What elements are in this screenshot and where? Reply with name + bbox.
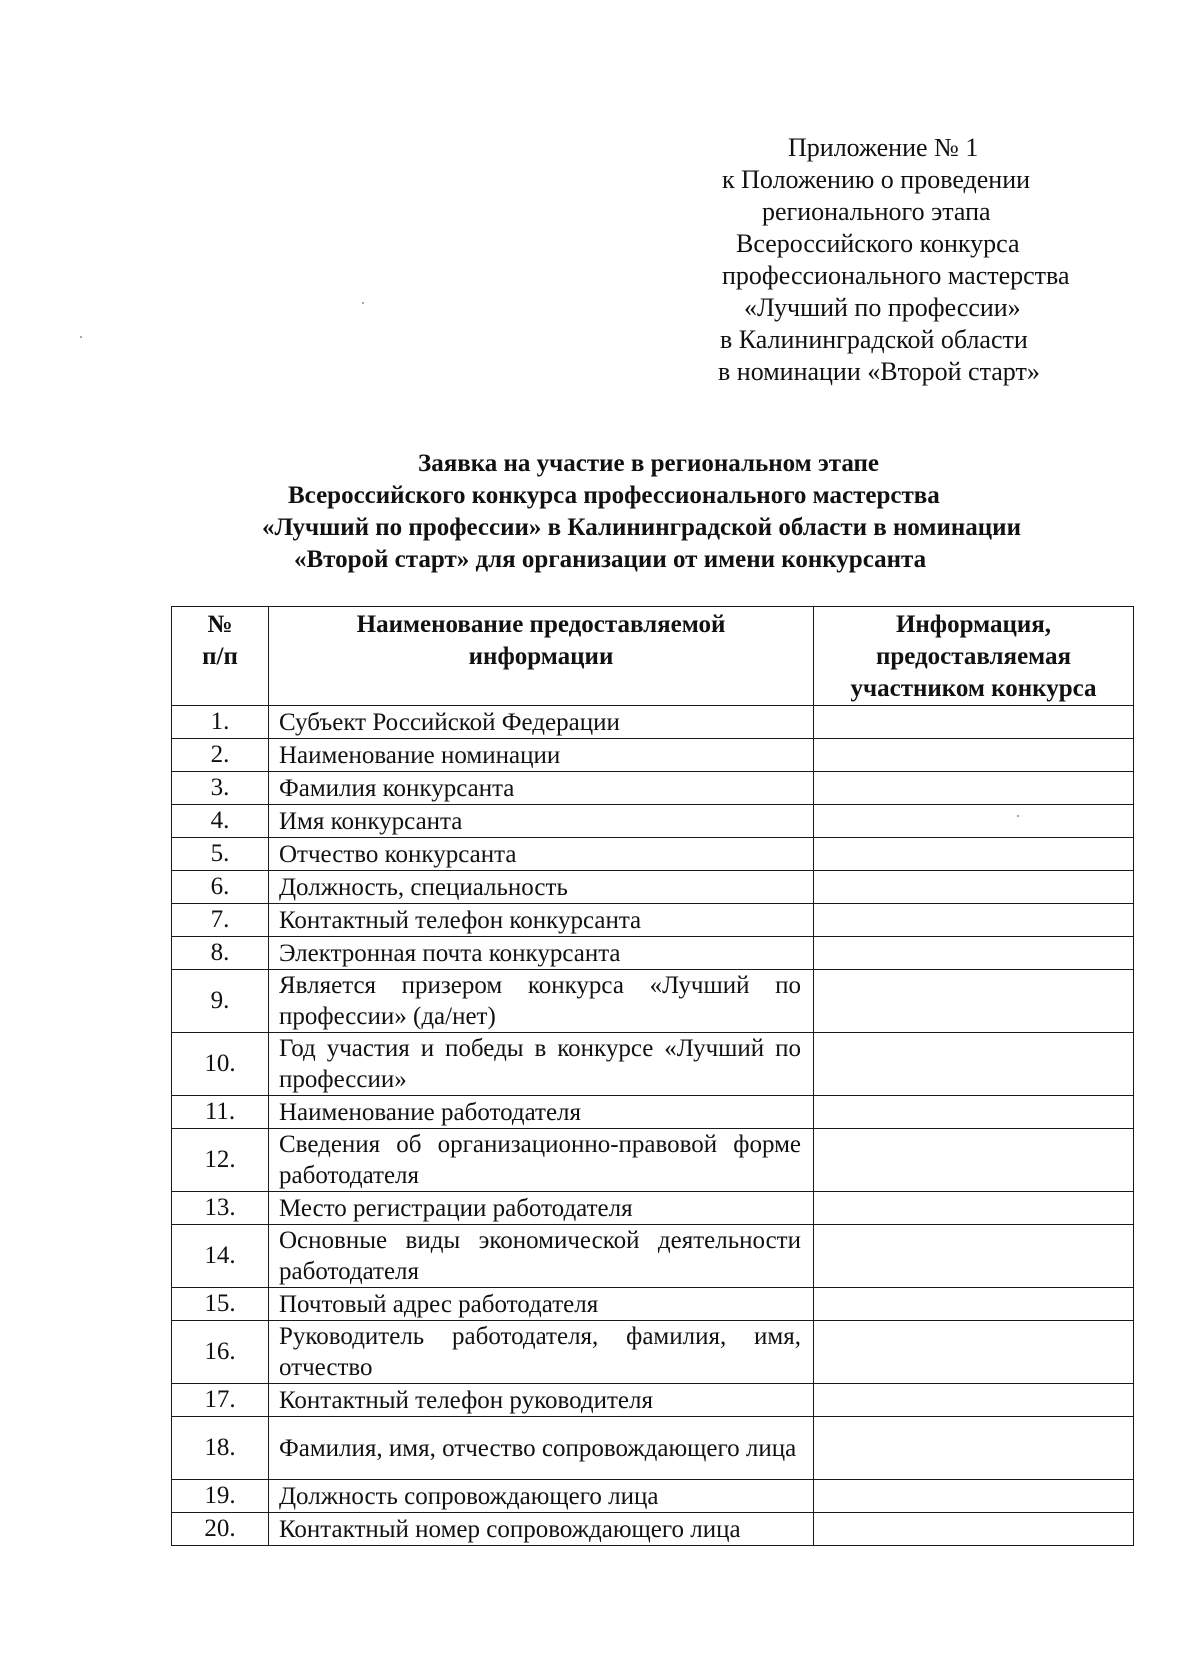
row-label: Руководитель работодателя, фамилия, имя, отчество: [269, 1321, 814, 1384]
header-info-line: Информация,: [895, 611, 1052, 638]
table-row: [172, 1192, 1134, 1225]
row-label: Сведения об организационно-правовой форме работодателя: [269, 1129, 814, 1192]
header-number-line: п/п: [202, 643, 238, 670]
appendix-line: в Калининградской области: [720, 325, 1028, 354]
header-info: [814, 607, 1134, 706]
row-value-cell[interactable]: [814, 1033, 1134, 1096]
table-row: [172, 904, 1134, 937]
scan-speck: [1017, 815, 1019, 817]
appendix-line: Всероссийского конкурса: [736, 229, 1020, 258]
row-label: Контактный телефон конкурсанта: [269, 904, 814, 937]
row-value-cell[interactable]: [814, 1288, 1134, 1321]
row-label: Основные виды экономической деятельности работодателя: [269, 1225, 814, 1288]
row-value-cell[interactable]: [814, 970, 1134, 1033]
scan-speck: [362, 302, 364, 304]
row-number: 15.: [172, 1288, 269, 1321]
row-number: 6.: [172, 871, 269, 904]
row-value-cell[interactable]: [814, 739, 1134, 772]
row-number: 1.: [172, 706, 269, 739]
row-label: Наименование работодателя: [269, 1096, 814, 1129]
row-number: 8.: [172, 937, 269, 970]
row-number: 13.: [172, 1192, 269, 1225]
row-value-cell[interactable]: [814, 1192, 1134, 1225]
header-info-line: участником конкурса: [850, 675, 1097, 702]
scan-speck: [80, 336, 82, 338]
table-row: [172, 871, 1134, 904]
row-value-cell[interactable]: [814, 1096, 1134, 1129]
row-number: 14.: [172, 1225, 269, 1288]
row-label: Фамилия, имя, отчество сопровождающего лица: [269, 1417, 814, 1480]
row-value-cell[interactable]: [814, 871, 1134, 904]
title-line: Заявка на участие в региональном этапе: [418, 450, 880, 477]
row-number: 11.: [172, 1096, 269, 1129]
row-label: Место регистрации работодателя: [269, 1192, 814, 1225]
row-number: 9.: [172, 970, 269, 1033]
table-row: [172, 1129, 1134, 1192]
table-row: [172, 1513, 1134, 1546]
row-label: Должность сопровождающего лица: [269, 1480, 814, 1513]
appendix-line: профессионального мастерства: [722, 261, 1070, 290]
row-number: 12.: [172, 1129, 269, 1192]
row-number: 4.: [172, 805, 269, 838]
row-label: Электронная почта конкурсанта: [269, 937, 814, 970]
table-row: [172, 937, 1134, 970]
row-value-cell[interactable]: [814, 1384, 1134, 1417]
header-name: [269, 607, 814, 706]
row-value-cell[interactable]: [814, 1129, 1134, 1192]
title-line: Всероссийского конкурса профессионального мастерства: [288, 482, 940, 509]
row-number: 20.: [172, 1513, 269, 1546]
row-label: Является призером конкурса «Лучший по профессии» (да/нет): [269, 970, 814, 1033]
row-value-cell[interactable]: [814, 706, 1134, 739]
appendix-block: [700, 132, 1160, 388]
row-value-cell[interactable]: [814, 937, 1134, 970]
table-row: [172, 1321, 1134, 1384]
table-row: [172, 739, 1134, 772]
row-value-cell[interactable]: [814, 1225, 1134, 1288]
row-label: Отчество конкурсанта: [269, 838, 814, 871]
row-value-cell[interactable]: [814, 1417, 1134, 1480]
table-row: [172, 1096, 1134, 1129]
row-number: 19.: [172, 1480, 269, 1513]
row-value-cell[interactable]: [814, 838, 1134, 871]
title-line: «Лучший по профессии» в Калининградской области в номинации: [262, 514, 1021, 541]
row-number: 16.: [172, 1321, 269, 1384]
table-row: [172, 1225, 1134, 1288]
table-row: [172, 706, 1134, 739]
row-label: Год участия и победы в конкурсе «Лучший по профессии»: [269, 1033, 814, 1096]
table-row: [172, 805, 1134, 838]
row-label: Фамилия конкурсанта: [269, 772, 814, 805]
application-table: [171, 606, 1134, 1546]
row-value-cell[interactable]: [814, 805, 1134, 838]
header-number-line: №: [207, 611, 233, 638]
header-number: [172, 607, 269, 706]
appendix-line: «Лучший по профессии»: [744, 293, 1021, 322]
row-value-cell[interactable]: [814, 772, 1134, 805]
row-value-cell[interactable]: [814, 1513, 1134, 1546]
table-row: [172, 1480, 1134, 1513]
row-label: Контактный номер сопровождающего лица: [269, 1513, 814, 1546]
row-number: 10.: [172, 1033, 269, 1096]
row-number: 5.: [172, 838, 269, 871]
table-row: [172, 1384, 1134, 1417]
row-value-cell[interactable]: [814, 904, 1134, 937]
application-title: [230, 448, 1130, 576]
header-info-line: предоставляемая: [875, 643, 1072, 670]
row-label: Наименование номинации: [269, 739, 814, 772]
appendix-line: регионального этапа: [762, 197, 991, 226]
appendix-line: к Положению о проведении: [722, 165, 1031, 194]
row-label: Имя конкурсанта: [269, 805, 814, 838]
row-number: 18.: [172, 1417, 269, 1480]
row-value-cell[interactable]: [814, 1321, 1134, 1384]
row-label: Субъект Российской Федерации: [269, 706, 814, 739]
table-row: [172, 1288, 1134, 1321]
table-header-row: [172, 607, 1134, 706]
row-number: 17.: [172, 1384, 269, 1417]
header-name-line: Наименование предоставляемой: [356, 611, 726, 638]
row-number: 3.: [172, 772, 269, 805]
appendix-line: Приложение № 1: [788, 133, 979, 162]
table-row: [172, 1033, 1134, 1096]
row-label: Контактный телефон руководителя: [269, 1384, 814, 1417]
row-number: 7.: [172, 904, 269, 937]
row-label: Должность, специальность: [269, 871, 814, 904]
row-label: Почтовый адрес работодателя: [269, 1288, 814, 1321]
row-number: 2.: [172, 739, 269, 772]
table-row: [172, 838, 1134, 871]
table-row: [172, 970, 1134, 1033]
appendix-line: в номинации «Второй старт»: [718, 357, 1040, 386]
table-row: [172, 1417, 1134, 1480]
title-line: «Второй старт» для организации от имени конкурсанта: [294, 546, 927, 573]
table-row: [172, 772, 1134, 805]
row-value-cell[interactable]: [814, 1480, 1134, 1513]
header-name-line: информации: [468, 643, 614, 670]
